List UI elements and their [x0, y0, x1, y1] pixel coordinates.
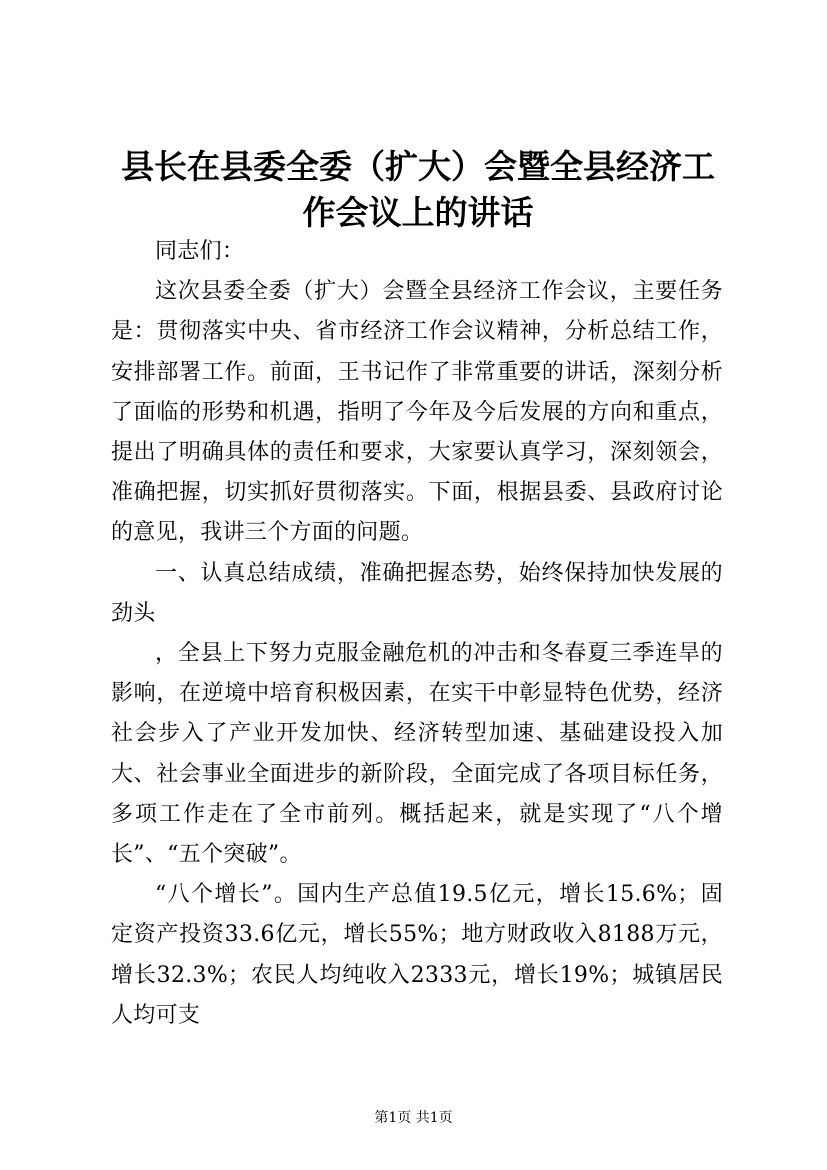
salutation-paragraph: 同志们：	[155, 239, 245, 264]
intro-paragraph: 这次县委全委（扩大）会暨全县经济工作会议，主要任务是：贯彻落实中央、省市经济工作会议精神，分析总结工作，安排部署工作。前面，王书记作了非常重要的讲话，深刻分析了面临的形势和机遇，指明了今年及今后发展的方向和重点，提出了明确具体的责任和要求，大家要认真学习，深刻领会，准确把握，切实抓好贯彻落实。下面，根据县委、县政府讨论的意见，我讲三个方面的问题。	[111, 279, 723, 546]
achievements-paragraph: ，全县上下努力克服金融危机的冲击和冬春夏三季连旱的影响，在逆境中培育积极因素，在实干中彰显特色优势，经济社会步入了产业开发加快、经济转型加速、基础建设投入加大、社会事业全面进步的新阶段，全面完成了各项目标任务，多项工作走在了全市前列。概括起来，就是实现了“八个增长”、“五个突破”。	[111, 641, 723, 868]
section-heading-paragraph: 一、认真总结成绩，准确把握态势，始终保持加快发展的劲头	[111, 560, 723, 626]
eight-growth-paragraph: “八个增长”。国内生产总值19.5亿元，增长15.6%；固定资产投资33.6亿元，增长55%；地方财政收入8188万元，增长32.3%；农民人均纯收入2333元，增长19%；城镇居民人均可支	[111, 882, 723, 1028]
page-footer: 第1页 共1页	[374, 1110, 453, 1126]
document-body	[111, 232, 723, 1036]
document-title: 县长在县委全委（扩大）会暨全县经济工作会议上的讲话	[121, 147, 715, 232]
